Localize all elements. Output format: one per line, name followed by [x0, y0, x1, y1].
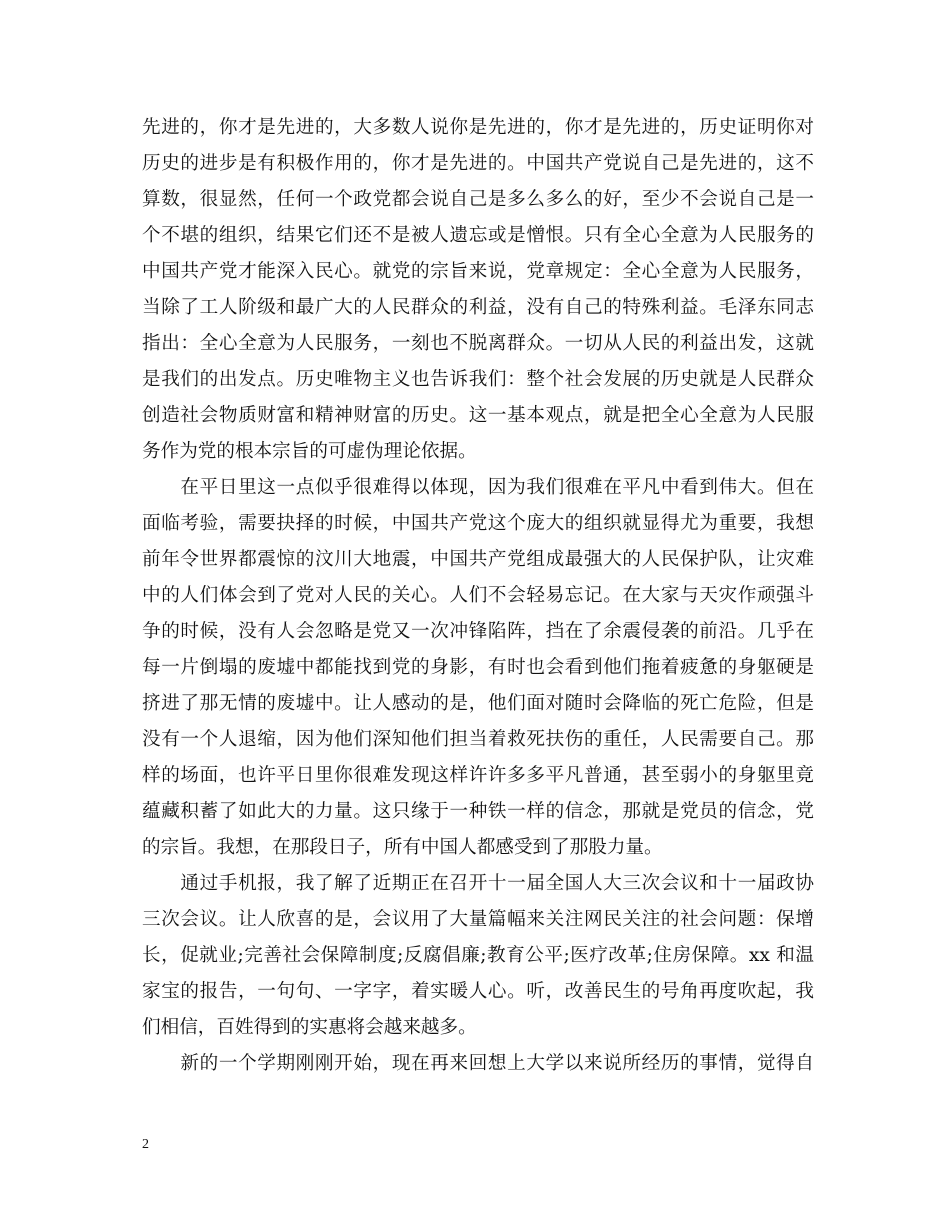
- text-line: 蕴藏积蓄了如此大的力量。这只缘于一种铁一样的信念，那就是党员的信念，党: [142, 801, 814, 822]
- text-line: 们相信，百姓得到的实惠将会越来越多。: [142, 1017, 477, 1038]
- text-line: 历史的进步是有积极作用的，你才是先进的。中国共产党说自己是先进的，这不: [142, 153, 814, 174]
- text-line: 在平日里这一点似乎很难得以体现，因为我们很难在平凡中看到伟大。但在: [142, 477, 814, 498]
- text-line: 是我们的出发点。历史唯物主义也告诉我们：整个社会发展的历史就是人民群众: [142, 369, 814, 390]
- text-line: 家宝的报告，一句句、一字字，着实暖人心。听，改善民生的号角再度吹起，我: [142, 981, 814, 1002]
- text-line: 中的人们体会到了党对人民的关心。人们不会轻易忘记。在大家与天灾作顽强斗: [142, 585, 814, 606]
- text-line: 的宗旨。我想，在那段日子，所有中国人都感受到了那股力量。: [142, 837, 663, 858]
- text-line: 长，促就业;完善社会保障制度;反腐倡廉;教育公平;医疗改革;住房保障。xx 和温: [142, 945, 814, 966]
- text-line: 前年令世界都震惊的汶川大地震，中国共产党组成最强大的人民保护队，让灾难: [142, 549, 814, 570]
- paragraph-3: [142, 866, 814, 1046]
- text-line: 中国共产党才能深入民心。就党的宗旨来说，党章规定：全心全意为人民服务，: [142, 261, 814, 282]
- text-line: 算数，很显然，任何一个政党都会说自己是多么多么的好，至少不会说自己是一: [142, 189, 814, 210]
- text-line: 样的场面，也许平日里你很难发现这样许许多多平凡普通，甚至弱小的身躯里竟: [142, 765, 814, 786]
- text-line: 当除了工人阶级和最广大的人民群众的利益，没有自己的特殊利益。毛泽东同志: [142, 297, 814, 318]
- text-line: 新的一个学期刚刚开始，现在再来回想上大学以来说所经历的事情，觉得自: [142, 1053, 814, 1074]
- page-number: 2: [142, 1137, 149, 1152]
- text-line: 挤进了那无情的废墟中。让人感动的是，他们面对随时会降临的死亡危险，但是: [142, 693, 814, 714]
- text-line: 通过手机报，我了解了近期正在召开十一届全国人大三次会议和十一届政协: [142, 873, 814, 894]
- document-body: [142, 110, 814, 1082]
- text-line: 没有一个人退缩，因为他们深知他们担当着救死扶伤的重任，人民需要自己。那: [142, 729, 814, 750]
- paragraph-2: [142, 470, 814, 866]
- paragraph-4: [142, 1046, 814, 1082]
- paragraph-1: [142, 110, 814, 470]
- text-line: 务作为党的根本宗旨的可虚伪理论依据。: [142, 441, 477, 462]
- text-line: 指出：全心全意为人民服务，一刻也不脱离群众。一切从人民的利益出发，这就: [142, 333, 814, 354]
- text-line: 三次会议。让人欣喜的是，会议用了大量篇幅来关注网民关注的社会问题：保增: [142, 909, 814, 930]
- text-line: 面临考验，需要抉择的时候，中国共产党这个庞大的组织就显得尤为重要，我想: [142, 513, 814, 534]
- text-line: 先进的，你才是先进的，大多数人说你是先进的，你才是先进的，历史证明你对: [142, 117, 814, 138]
- text-line: 个不堪的组织，结果它们还不是被人遗忘或是憎恨。只有全心全意为人民服务的: [142, 225, 814, 246]
- text-line: 每一片倒塌的废墟中都能找到党的身影，有时也会看到他们拖着疲惫的身躯硬是: [142, 657, 814, 678]
- text-line: 争的时候，没有人会忽略是党又一次冲锋陷阵，挡在了余震侵袭的前沿。几乎在: [142, 621, 814, 642]
- text-line: 创造社会物质财富和精神财富的历史。这一基本观点，就是把全心全意为人民服: [142, 405, 814, 426]
